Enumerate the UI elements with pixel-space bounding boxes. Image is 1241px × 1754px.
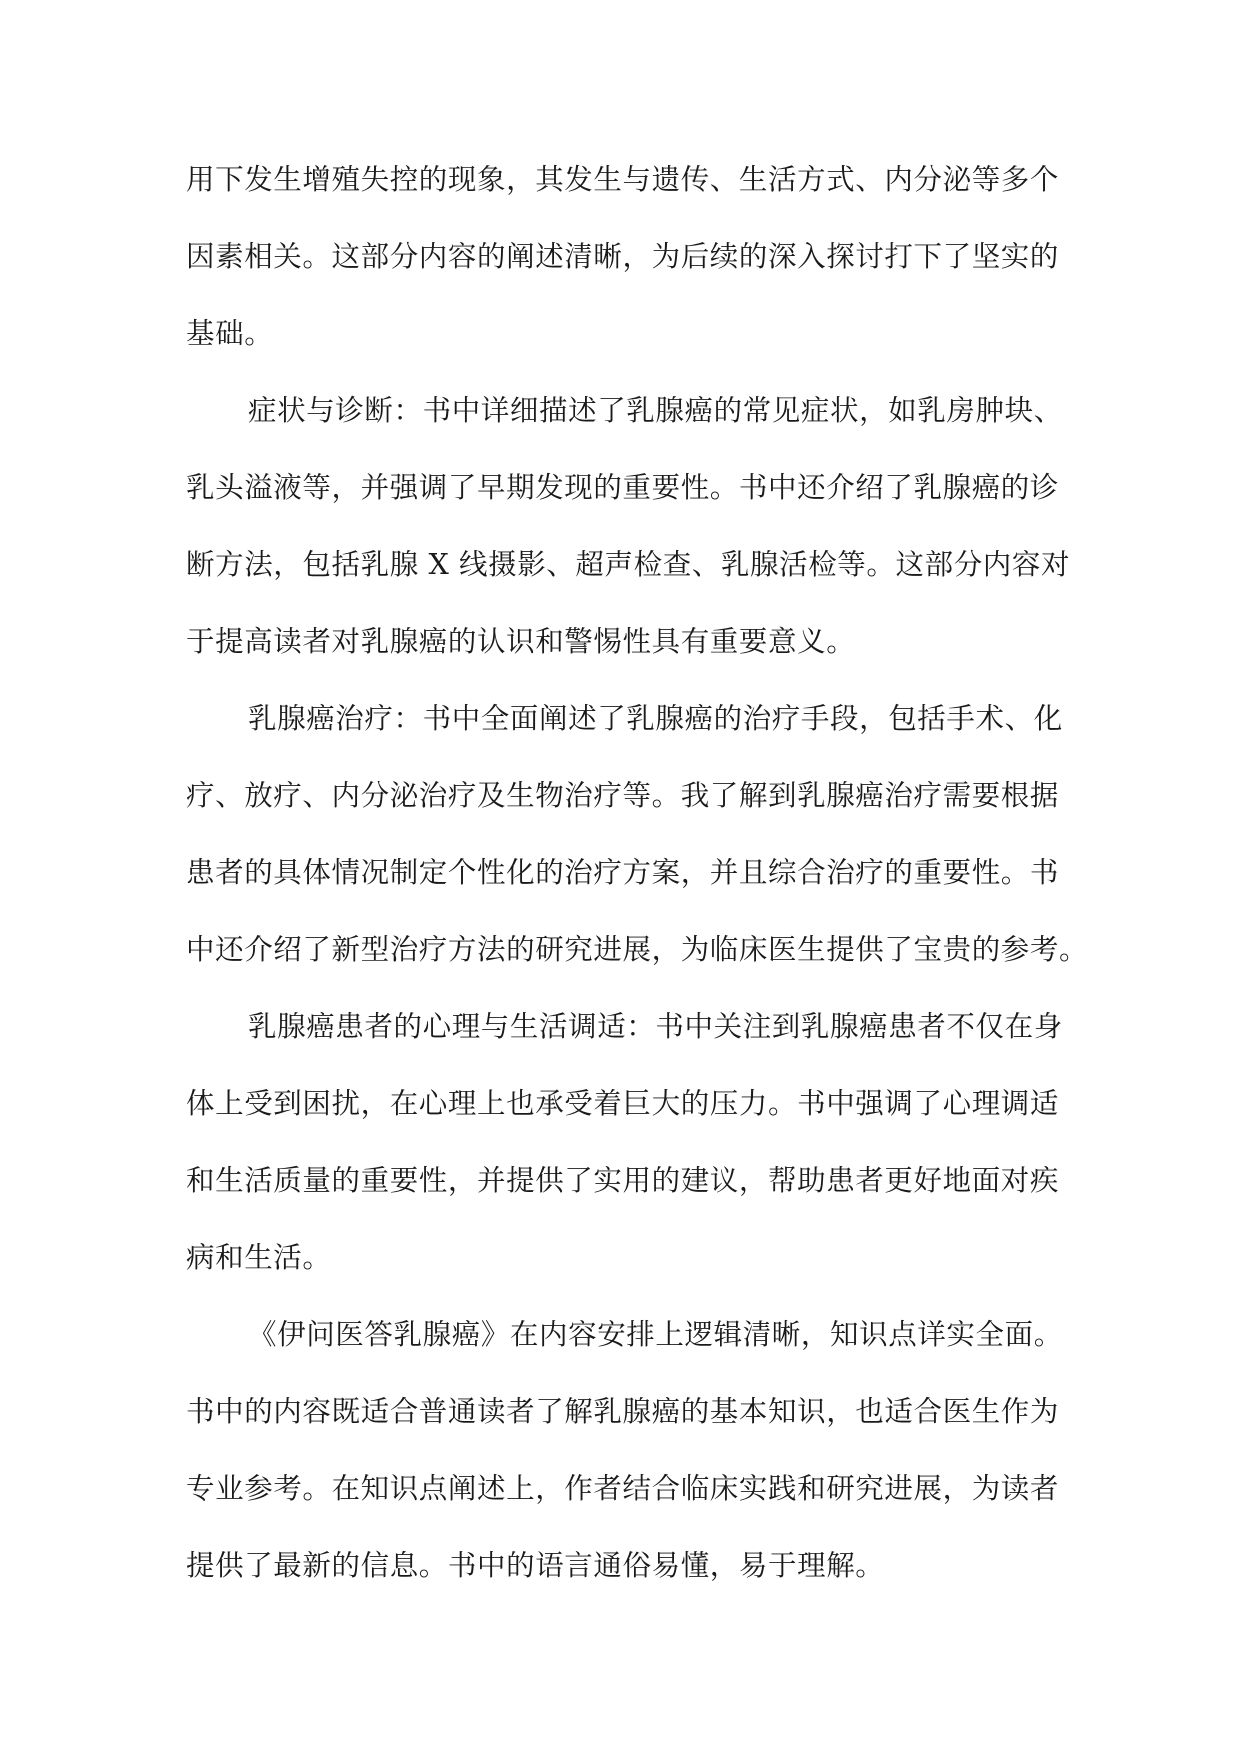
text-line: 提供了最新的信息。书中的语言通俗易懂，易于理解。 [186, 1549, 885, 1582]
paragraph-first-line: 乳腺癌患者的心理与生活调适：书中关注到乳腺癌患者不仅在身 [248, 1010, 1063, 1043]
text-line: 病和生活。 [186, 1241, 332, 1274]
text-line: 基础。 [186, 317, 274, 350]
text-line: 于提高读者对乳腺癌的认识和警惕性具有重要意义。 [186, 625, 856, 658]
paragraph-first-line: 症状与诊断：书中详细描述了乳腺癌的常见症状，如乳房肿块、 [248, 394, 1063, 427]
text-line: 专业参考。在知识点阐述上，作者结合临床实践和研究进展，为读者 [186, 1472, 1060, 1505]
paragraph-first-line: 乳腺癌治疗：书中全面阐述了乳腺癌的治疗手段，包括手术、化 [248, 702, 1063, 735]
text-line: 乳头溢液等，并强调了早期发现的重要性。书中还介绍了乳腺癌的诊 [186, 471, 1060, 504]
document-body [186, 141, 1089, 1604]
text-line: 中还介绍了新型治疗方法的研究进展，为临床医生提供了宝贵的参考。 [186, 933, 1089, 966]
text-line: 书中的内容既适合普通读者了解乳腺癌的基本知识，也适合医生作为 [186, 1395, 1060, 1428]
text-line: 因素相关。这部分内容的阐述清晰，为后续的深入探讨打下了坚实的 [186, 240, 1060, 273]
paragraph-first-line: 《伊问医答乳腺癌》在内容安排上逻辑清晰，知识点详实全面。 [248, 1318, 1063, 1351]
text-line: 和生活质量的重要性，并提供了实用的建议，帮助患者更好地面对疾 [186, 1164, 1060, 1197]
text-line: 用下发生增殖失控的现象，其发生与遗传、生活方式、内分泌等多个 [186, 163, 1060, 196]
text-line: 断方法，包括乳腺 X 线摄影、超声检查、乳腺活检等。这部分内容对 [186, 548, 1071, 581]
text-line: 体上受到困扰，在心理上也承受着巨大的压力。书中强调了心理调适 [186, 1087, 1060, 1120]
text-line: 疗、放疗、内分泌治疗及生物治疗等。我了解到乳腺癌治疗需要根据 [186, 779, 1060, 812]
text-line: 患者的具体情况制定个性化的治疗方案，并且综合治疗的重要性。书 [186, 856, 1060, 889]
